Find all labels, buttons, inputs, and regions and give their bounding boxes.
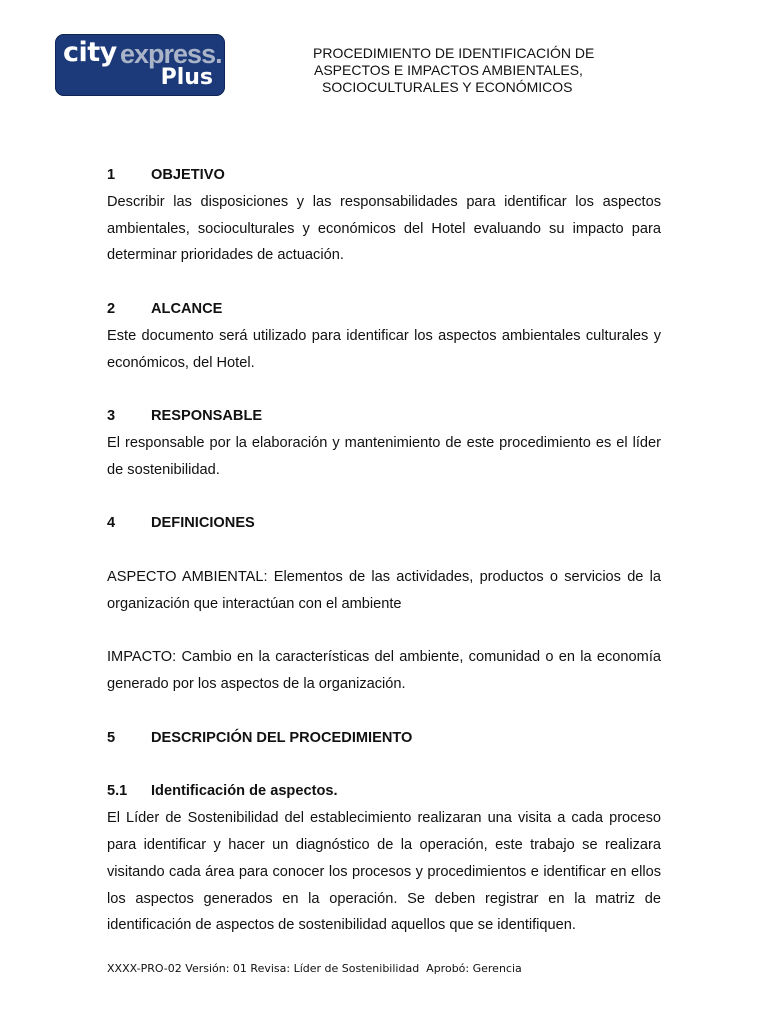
company-logo <box>55 34 225 96</box>
logo-word-plus: Plus <box>160 65 213 90</box>
section-title: RESPONSABLE <box>151 408 263 425</box>
document-title <box>300 45 595 96</box>
section-title: ALCANCE <box>151 300 223 317</box>
section-title: Identificación de aspectos. <box>151 783 338 800</box>
title-line-3: SOCIOCULTURALES Y ECONÓMICOS <box>322 79 573 95</box>
section-paragraph-objetivo: Describir las disposiciones y las responsabilidades para identificar los aspectos ambientales, socioculturales y económicos del Hotel evaluando su impacto para determinar prioridades de actuación. <box>107 193 661 264</box>
section-number: 5 <box>107 729 116 746</box>
section-heading-responsable <box>107 403 661 430</box>
section-title: DESCRIPCIÓN DEL PROCEDIMIENTO <box>151 729 413 746</box>
document-body <box>107 162 661 939</box>
section-heading-definiciones <box>107 510 661 537</box>
title-line-1: PROCEDIMIENTO DE IDENTIFICACIÓN DE <box>313 45 595 61</box>
section-heading-objetivo <box>107 162 661 189</box>
section-paragraph-responsable: El responsable por la elaboración y mantenimiento de este procedimiento es el líder de sostenibilidad. <box>107 434 661 478</box>
section-heading-alcance <box>107 296 661 323</box>
section-number: 1 <box>107 167 116 183</box>
section-heading-descripcion <box>107 725 661 752</box>
title-line-2: ASPECTOS E IMPACTOS AMBIENTALES, <box>314 62 583 78</box>
section-number: 4 <box>107 515 116 532</box>
logo-word-city: city <box>63 37 117 68</box>
section-number: 2 <box>107 300 116 317</box>
section-title: DEFINICIONES <box>151 515 255 532</box>
definition-aspecto-ambiental: ASPECTO AMBIENTAL: Elementos de las actividades, productos o servicios de la organización que interactúan con el ambiente <box>107 568 661 612</box>
definition-impacto: IMPACTO: Cambio en la características del ambiente, comunidad o en la economía generado por los aspectos de la organización. <box>107 649 661 693</box>
subsection-heading-identificacion <box>107 778 661 805</box>
logo-word-express: express. <box>120 39 222 69</box>
section-number: 3 <box>107 408 116 425</box>
section-title: OBJETIVO <box>151 167 225 183</box>
document-footer: XXXX-PRO-02 Versión: 01 Revisa: Líder de Sostenibilidad Aprobó: Gerencia <box>107 962 522 975</box>
section-paragraph-alcance: Este documento será utilizado para identificar los aspectos ambientales culturales y económicos, del Hotel. <box>107 327 661 371</box>
section-number: 5.1 <box>107 783 128 800</box>
subsection-paragraph-identificacion: El Líder de Sostenibilidad del establecimiento realizaran una visita a cada proceso para identificar y hacer un diagnóstico de la operación, este trabajo se realizara visitando cada área para conocer los procesos y procedimientos e identificar en ellos los aspectos generados en la operación. Se deben registrar en la matriz de identificación de aspectos de sostenibilidad aquellos que se identifiquen. <box>107 810 661 934</box>
